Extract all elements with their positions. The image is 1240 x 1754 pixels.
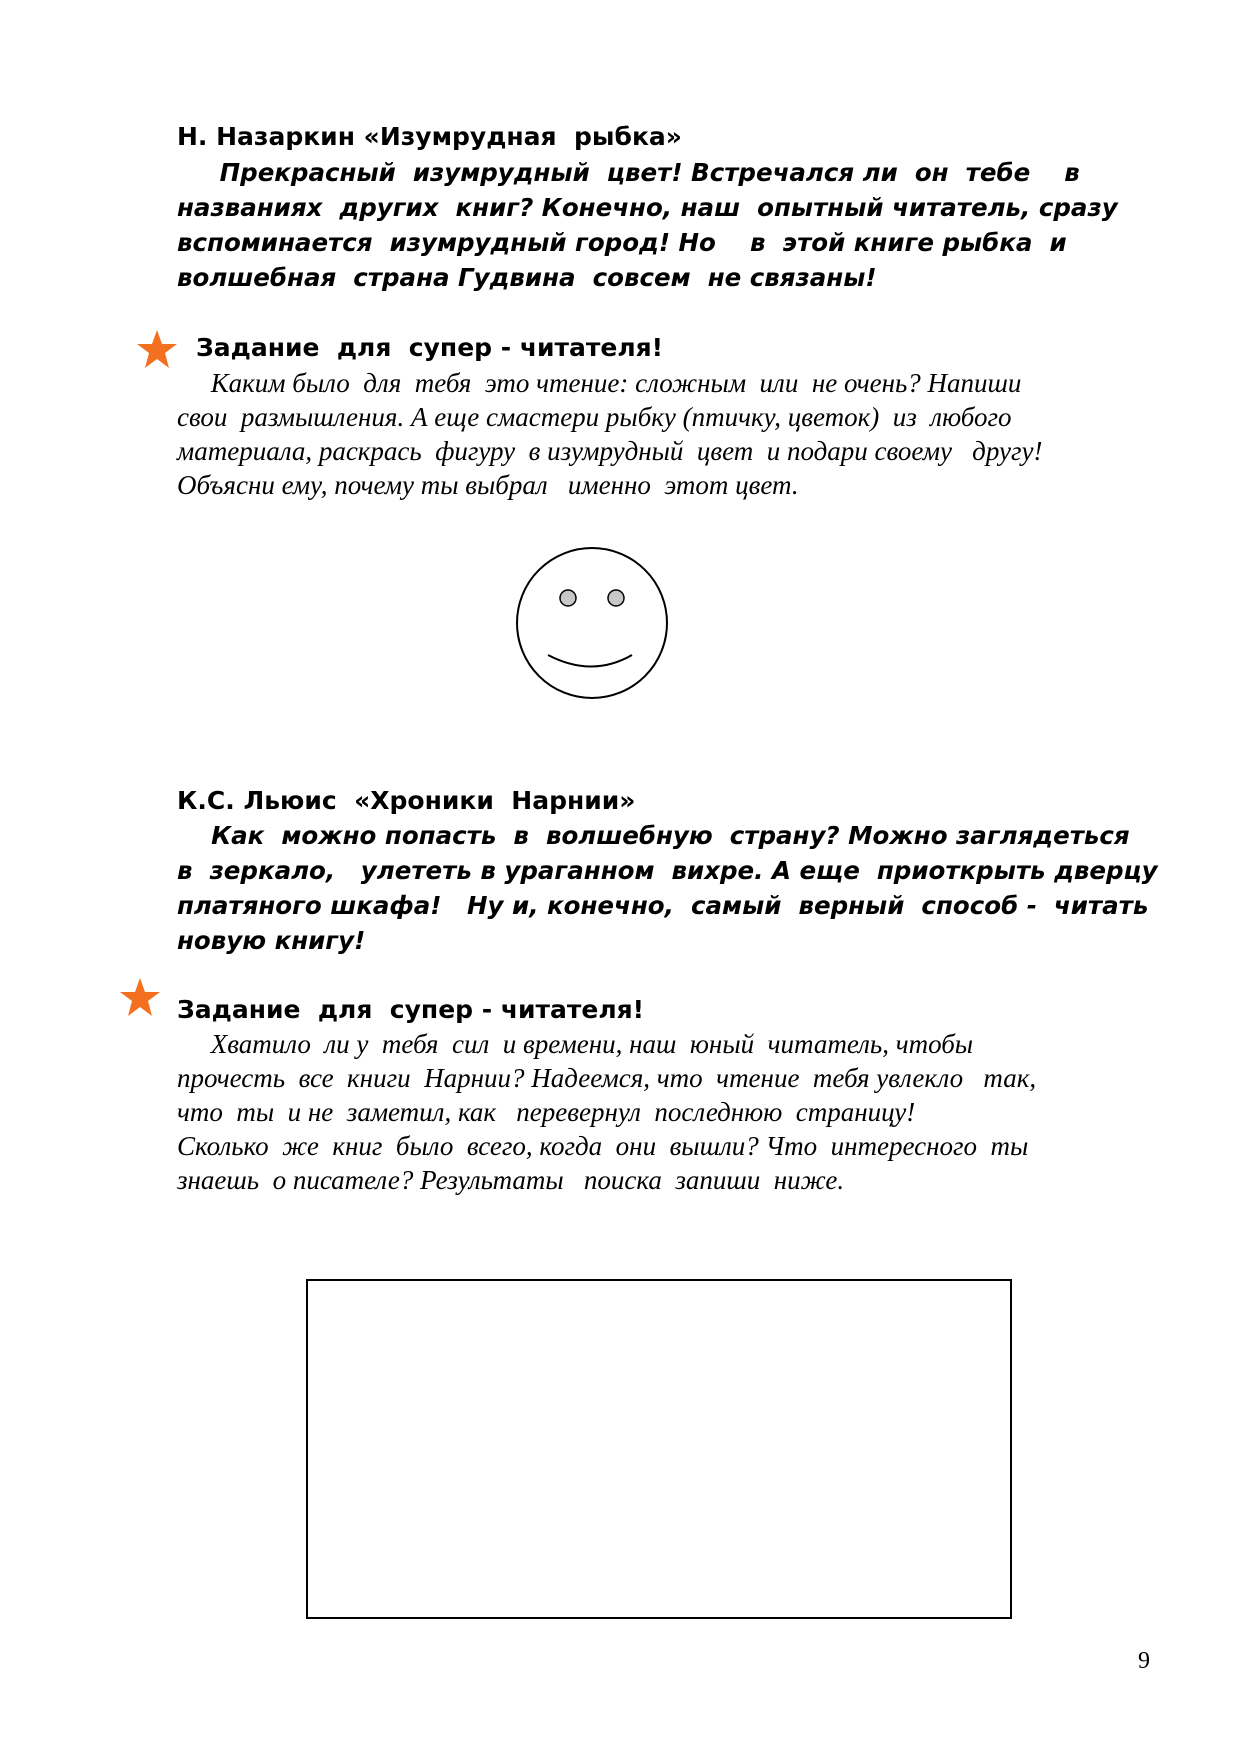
task-line: свои размышления. А еще смастери рыбку (птичку, цветок) из любого bbox=[177, 402, 1012, 432]
section1-task-title: Задание для супер - читателя! bbox=[196, 333, 664, 362]
intro-line: новую книгу! bbox=[177, 926, 366, 955]
intro-line: названиях других книг? Конечно, наш опытный читатель, сразу bbox=[177, 193, 1118, 222]
intro-line: волшебная страна Гудвина совсем не связаны! bbox=[177, 263, 877, 292]
intro-line: Прекрасный изумрудный цвет! Встречался ли он тебе в bbox=[177, 158, 1080, 187]
section1-title: Н. Назаркин «Изумрудная рыбка» bbox=[177, 122, 682, 151]
section2-task bbox=[177, 1027, 1036, 1197]
task-line: материала, раскрась фигуру в изумрудный цвет и подари своему другу! bbox=[177, 436, 1043, 466]
intro-line: в зеркало, улететь в ураганном вихре. А еще приоткрыть дверцу bbox=[177, 856, 1158, 885]
intro-line: платяного шкафа! Ну и, конечно, самый верный способ - читать bbox=[177, 891, 1149, 920]
task-line: знаешь о писателе? Результаты поиска запиши ниже. bbox=[177, 1165, 845, 1195]
task-line: Хватило ли у тебя сил и времени, наш юный читатель, чтобы bbox=[177, 1029, 974, 1059]
smiley-face-icon bbox=[512, 543, 672, 703]
task-line: Каким было для тебя это чтение: сложным или не очень? Напиши bbox=[177, 368, 1022, 398]
page-number: 9 bbox=[1138, 1648, 1150, 1674]
task-line: что ты и не заметил, как перевернул последнюю страницу! bbox=[177, 1097, 916, 1127]
section2-task-title: Задание для супер - читателя! bbox=[177, 995, 645, 1024]
section1-intro bbox=[177, 155, 1118, 295]
task-line: Сколько же книг было всего, когда они вышли? Что интересного ты bbox=[177, 1131, 1029, 1161]
intro-line: Как можно попасть в волшебную страну? Можно заглядеться bbox=[177, 821, 1130, 850]
answer-box[interactable] bbox=[306, 1279, 1012, 1619]
star-icon bbox=[118, 976, 162, 1020]
section2-intro bbox=[177, 818, 1158, 958]
task-line: прочесть все книги Нарнии? Надеемся, что чтение тебя увлекло так, bbox=[177, 1063, 1037, 1093]
section2-title: К.С. Льюис «Хроники Нарнии» bbox=[177, 786, 636, 815]
intro-line: вспоминается изумрудный город! Но в этой книге рыбка и bbox=[177, 228, 1067, 257]
section1-task bbox=[177, 366, 1042, 502]
task-line: Объясни ему, почему ты выбрал именно этот цвет. bbox=[177, 470, 799, 500]
star-icon bbox=[135, 328, 179, 372]
